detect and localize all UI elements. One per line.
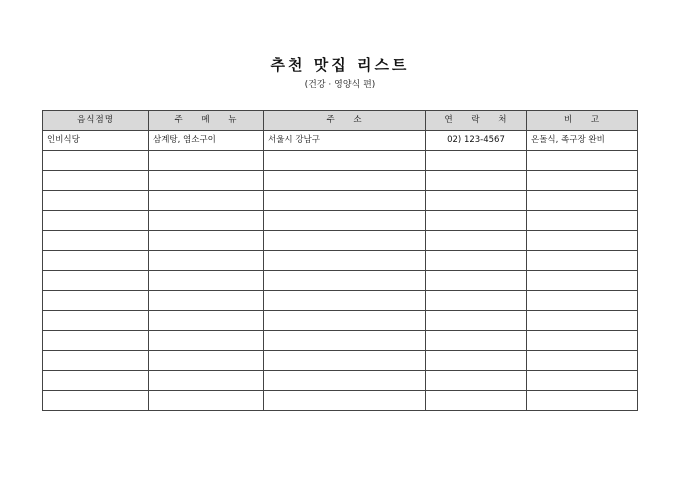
cell-address xyxy=(264,211,426,231)
cell-contact: 02) 123-4567 xyxy=(426,131,527,151)
cell-address xyxy=(264,191,426,211)
cell-address xyxy=(264,151,426,171)
cell-address xyxy=(264,311,426,331)
cell-main-menu xyxy=(149,391,264,411)
cell-address xyxy=(264,371,426,391)
cell-restaurant-name xyxy=(43,231,149,251)
cell-restaurant-name xyxy=(43,331,149,351)
cell-main-menu xyxy=(149,271,264,291)
cell-main-menu xyxy=(149,251,264,271)
cell-restaurant-name xyxy=(43,251,149,271)
cell-address xyxy=(264,171,426,191)
table-row xyxy=(43,131,638,151)
header-remarks: 비 고 xyxy=(527,111,638,131)
cell-remarks xyxy=(527,291,638,311)
table-row xyxy=(43,331,638,351)
table-row xyxy=(43,351,638,371)
table-row xyxy=(43,171,638,191)
cell-remarks xyxy=(527,251,638,271)
cell-contact xyxy=(426,311,527,331)
cell-main-menu xyxy=(149,191,264,211)
cell-contact xyxy=(426,191,527,211)
cell-restaurant-name xyxy=(43,271,149,291)
cell-restaurant-name xyxy=(43,171,149,191)
header-row xyxy=(43,111,638,131)
table-row xyxy=(43,151,638,171)
cell-address: 서울시 강남구 xyxy=(264,131,426,151)
header-restaurant-name: 음식점명 xyxy=(43,111,149,131)
cell-contact xyxy=(426,171,527,191)
table-row xyxy=(43,311,638,331)
cell-remarks xyxy=(527,171,638,191)
cell-remarks xyxy=(527,311,638,331)
cell-main-menu xyxy=(149,231,264,251)
cell-address xyxy=(264,251,426,271)
table-row xyxy=(43,391,638,411)
cell-restaurant-name xyxy=(43,351,149,371)
cell-remarks: 온돌식, 족구장 완비 xyxy=(527,131,638,151)
header-contact: 연 락 처 xyxy=(426,111,527,131)
cell-main-menu: 삼계탕, 염소구이 xyxy=(149,131,264,151)
cell-restaurant-name xyxy=(43,391,149,411)
table-body xyxy=(43,131,638,411)
document-subtitle: (건강 · 영양식 편) xyxy=(304,80,376,90)
cell-main-menu xyxy=(149,211,264,231)
table-row xyxy=(43,191,638,211)
cell-remarks xyxy=(527,391,638,411)
cell-contact xyxy=(426,391,527,411)
cell-remarks xyxy=(527,231,638,251)
cell-remarks xyxy=(527,191,638,211)
cell-address xyxy=(264,391,426,411)
cell-main-menu xyxy=(149,291,264,311)
restaurant-table xyxy=(42,110,638,411)
cell-address xyxy=(264,351,426,371)
cell-address xyxy=(264,231,426,251)
cell-main-menu xyxy=(149,171,264,191)
cell-restaurant-name xyxy=(43,211,149,231)
cell-restaurant-name xyxy=(43,151,149,171)
cell-restaurant-name xyxy=(43,371,149,391)
table-row xyxy=(43,211,638,231)
cell-contact xyxy=(426,371,527,391)
cell-address xyxy=(264,291,426,311)
table-row xyxy=(43,251,638,271)
cell-remarks xyxy=(527,331,638,351)
cell-contact xyxy=(426,231,527,251)
cell-main-menu xyxy=(149,311,264,331)
cell-contact xyxy=(426,351,527,371)
cell-remarks xyxy=(527,371,638,391)
cell-main-menu xyxy=(149,351,264,371)
cell-restaurant-name: 인비식당 xyxy=(43,131,149,151)
cell-main-menu xyxy=(149,371,264,391)
header-main-menu: 주 메 뉴 xyxy=(149,111,264,131)
cell-contact xyxy=(426,331,527,351)
cell-contact xyxy=(426,211,527,231)
cell-remarks xyxy=(527,351,638,371)
cell-contact xyxy=(426,151,527,171)
table-row xyxy=(43,371,638,391)
cell-address xyxy=(264,271,426,291)
cell-address xyxy=(264,331,426,351)
table-row xyxy=(43,271,638,291)
cell-restaurant-name xyxy=(43,191,149,211)
cell-remarks xyxy=(527,211,638,231)
header-address: 주 소 xyxy=(264,111,426,131)
cell-remarks xyxy=(527,151,638,171)
cell-contact xyxy=(426,251,527,271)
cell-contact xyxy=(426,291,527,311)
cell-main-menu xyxy=(149,331,264,351)
document-title: 추천 맛집 리스트 xyxy=(270,56,410,74)
cell-contact xyxy=(426,271,527,291)
cell-restaurant-name xyxy=(43,311,149,331)
table-row xyxy=(43,291,638,311)
cell-remarks xyxy=(527,271,638,291)
table-row xyxy=(43,231,638,251)
cell-main-menu xyxy=(149,151,264,171)
cell-restaurant-name xyxy=(43,291,149,311)
